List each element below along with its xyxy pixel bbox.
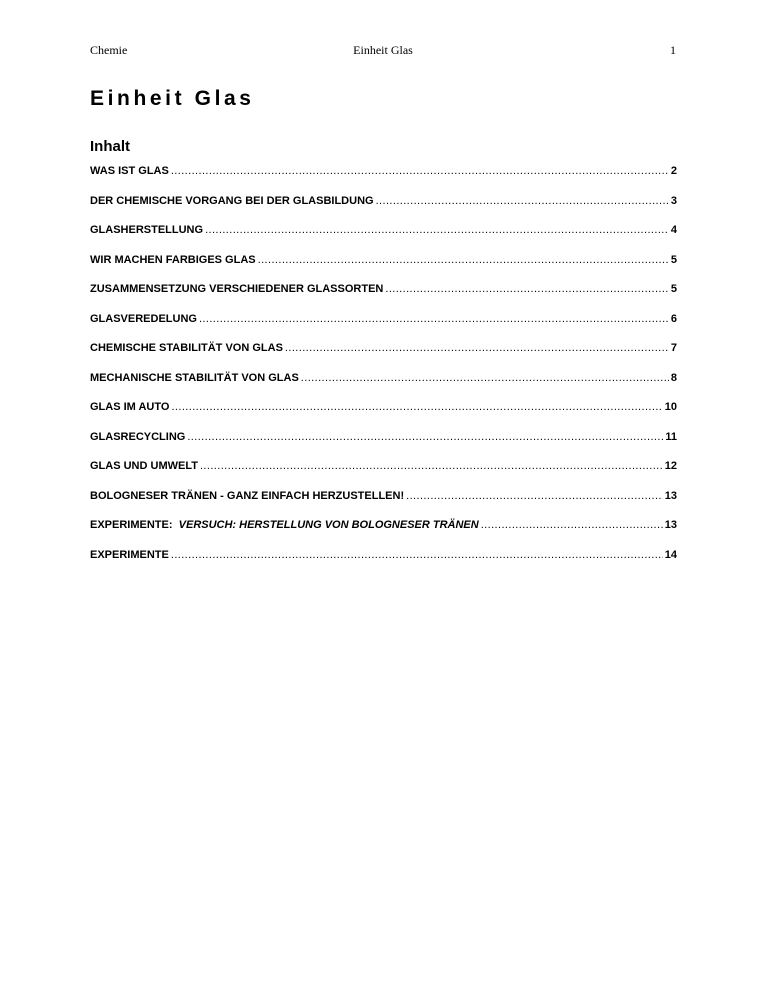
- toc-entry-farbiges-glas[interactable]: [90, 252, 677, 282]
- header-page-number: 1: [670, 43, 676, 57]
- toc-entry-experimente-versuch[interactable]: [90, 517, 677, 547]
- toc-leader-dots: [187, 429, 663, 445]
- document-title: Einheit Glas: [90, 87, 255, 110]
- toc-entry-bologneser-traenen[interactable]: [90, 488, 677, 518]
- toc-entry-page: 6: [670, 312, 677, 325]
- page-header: [90, 41, 676, 59]
- toc-heading: Inhalt: [90, 138, 130, 155]
- toc-entry-label: BOLOGNESER TRÄNEN - GANZ EINFACH HERZUSTELLEN!: [90, 489, 405, 502]
- toc-leader-dots: [301, 370, 669, 386]
- toc-entry-page: 10: [664, 401, 677, 413]
- toc-entry-label: DER CHEMISCHE VORGANG BEI DER GLASBILDUNG: [90, 194, 374, 207]
- toc-entry-label: MECHANISCHE STABILITÄT VON GLAS: [90, 371, 299, 384]
- toc-entry-label: WAS IST GLAS: [90, 165, 169, 177]
- toc-entry-page: 8: [670, 371, 677, 384]
- toc-entry-page: 5: [670, 283, 677, 295]
- toc-entry-page: 12: [664, 460, 677, 472]
- toc-leader-dots: [200, 458, 663, 474]
- table-of-contents: [90, 163, 677, 576]
- toc-entry-page: 3: [670, 194, 677, 207]
- toc-leader-dots: [481, 517, 663, 533]
- toc-entry-mechanische-stabilitaet[interactable]: [90, 370, 677, 400]
- toc-entry-label: GLASVEREDELUNG: [90, 312, 197, 325]
- toc-entry-label-italic: VERSUCH: HERSTELLUNG VON BOLOGNESER TRÄNEN: [178, 519, 479, 531]
- toc-entry-glas-im-auto[interactable]: [90, 399, 677, 429]
- toc-entry-page: 4: [670, 224, 677, 236]
- toc-entry-label: GLAS IM AUTO: [90, 401, 170, 413]
- toc-entry-label: WIR MACHEN FARBIGES GLAS: [90, 253, 256, 266]
- header-subject: Chemie: [90, 43, 128, 57]
- toc-entry-glasrecycling[interactable]: [90, 429, 677, 459]
- toc-entry-label: EXPERIMENTE: [90, 548, 169, 561]
- toc-entry-label-main: EXPERIMENTE:: [90, 519, 173, 531]
- toc-entry-was-ist-glas[interactable]: [90, 163, 677, 193]
- toc-leader-dots: [285, 340, 669, 356]
- toc-entry-glassorten[interactable]: [90, 281, 677, 311]
- toc-leader-dots: [205, 222, 669, 238]
- toc-entry-page: 7: [670, 342, 677, 354]
- toc-entry-page: 2: [670, 165, 677, 177]
- toc-leader-dots: [376, 193, 669, 209]
- toc-entry-glas-und-umwelt[interactable]: [90, 458, 677, 488]
- toc-entry-glasherstellung[interactable]: [90, 222, 677, 252]
- toc-entry-page: 5: [670, 253, 677, 266]
- header-unit-title: Einheit Glas: [353, 43, 413, 57]
- toc-entry-experimente[interactable]: [90, 547, 677, 577]
- toc-leader-dots: [406, 488, 663, 504]
- toc-leader-dots: [258, 252, 669, 268]
- toc-leader-dots: [171, 547, 663, 563]
- toc-entry-glasveredelung[interactable]: [90, 311, 677, 341]
- toc-entry-chemische-stabilitaet[interactable]: [90, 340, 677, 370]
- toc-entry-page: 13: [664, 489, 677, 502]
- toc-entry-label: CHEMISCHE STABILITÄT VON GLAS: [90, 342, 283, 354]
- toc-entry-label: [90, 517, 479, 533]
- toc-entry-page: 11: [665, 430, 677, 443]
- toc-entry-page: 13: [664, 519, 677, 531]
- toc-entry-label: ZUSAMMENSETZUNG VERSCHIEDENER GLASSORTEN: [90, 283, 384, 295]
- toc-entry-label: GLASHERSTELLUNG: [90, 224, 204, 236]
- toc-entry-chemischer-vorgang[interactable]: [90, 193, 677, 223]
- toc-leader-dots: [385, 281, 669, 297]
- toc-leader-dots: [171, 399, 662, 415]
- toc-entry-label: GLAS UND UMWELT: [90, 460, 198, 472]
- toc-entry-page: 14: [664, 548, 677, 561]
- toc-leader-dots: [171, 163, 669, 179]
- toc-entry-label: GLASRECYCLING: [90, 430, 186, 443]
- toc-leader-dots: [199, 311, 669, 327]
